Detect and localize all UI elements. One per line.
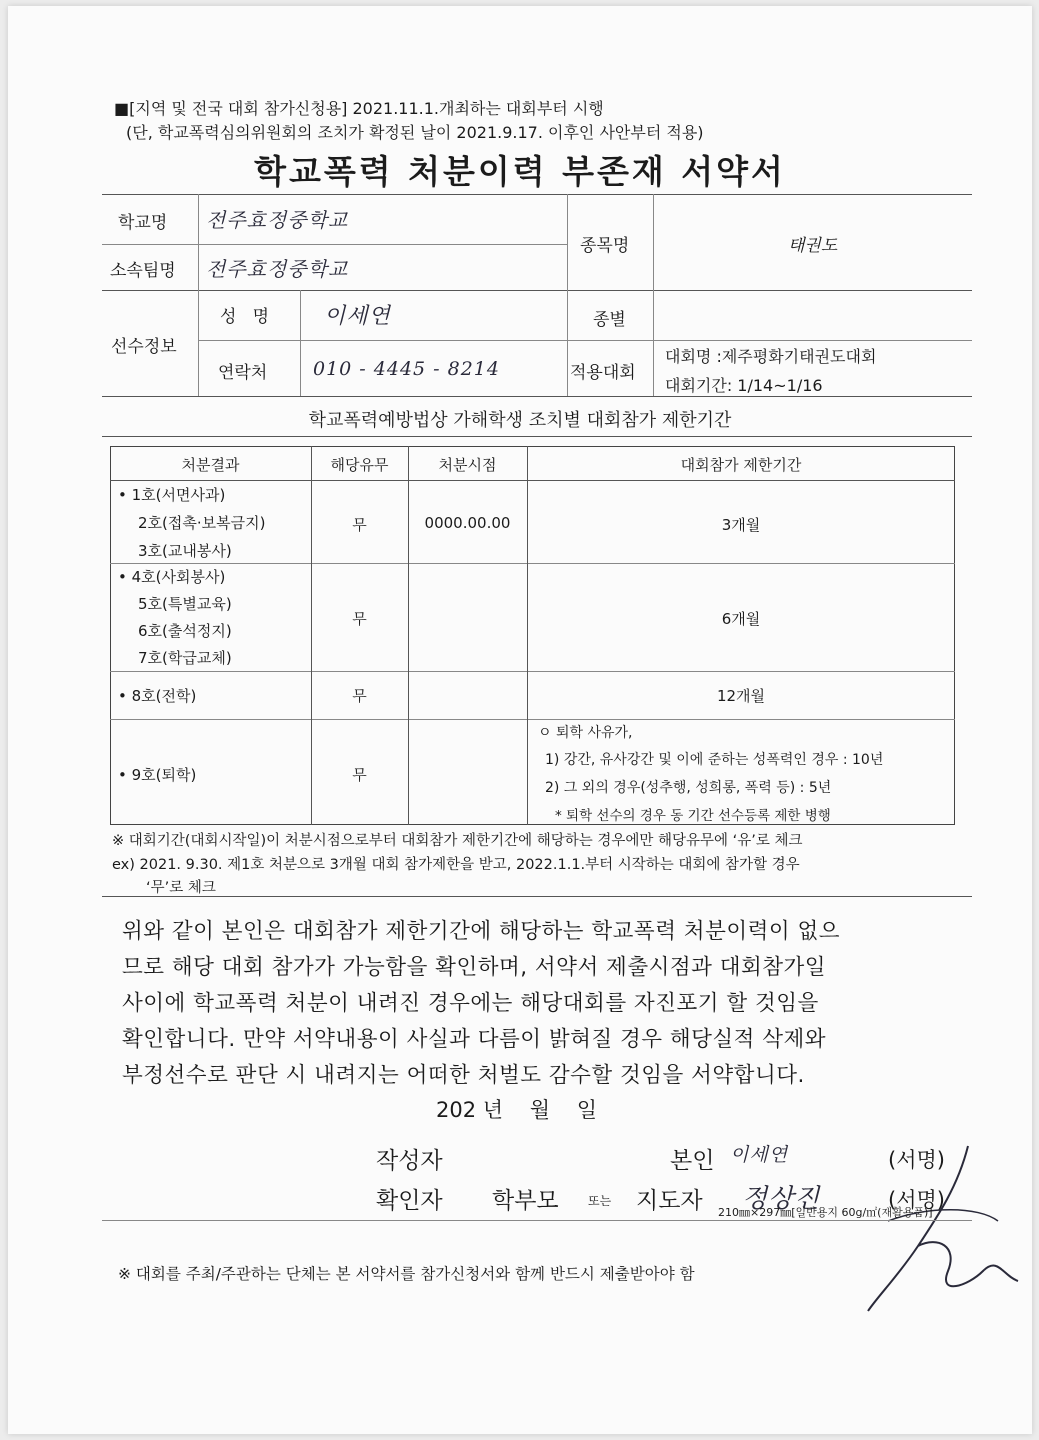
row2-item: 7호(학급교체) bbox=[138, 649, 232, 667]
row2-item: 5호(특별교육) bbox=[138, 595, 232, 613]
document-page bbox=[8, 6, 1032, 1434]
event-name: 대회명 :제주평화기태권도대회 bbox=[665, 347, 877, 366]
header-result: 처분결과 bbox=[181, 456, 240, 474]
player-info-label: 선수정보 bbox=[111, 337, 177, 357]
sign-label-1: (서명) bbox=[888, 1148, 945, 1172]
row4-has: 무 bbox=[352, 766, 367, 784]
name-label: 성 명 bbox=[220, 307, 270, 327]
pledge-line: 확인합니다. 만약 서약내용이 사실과 다름이 밝혀질 경우 해당실적 삭제와 bbox=[122, 1027, 827, 1052]
writer-label: 작성자 bbox=[376, 1148, 443, 1174]
pledge-line: 므로 해당 대회 참가가 가능함을 확인하며, 서약서 제출시점과 대회참가일 bbox=[122, 955, 827, 980]
gender-label: 종별 bbox=[593, 310, 626, 330]
row3-has: 무 bbox=[352, 687, 367, 705]
row2-period: 6개월 bbox=[721, 610, 761, 628]
rule bbox=[110, 480, 955, 481]
self-name: 이세연 bbox=[730, 1144, 789, 1166]
signature-scribble bbox=[768, 1126, 1028, 1326]
rule bbox=[300, 290, 301, 396]
sign-label-2: (서명) bbox=[888, 1188, 945, 1212]
sport-label: 종목명 bbox=[580, 236, 630, 256]
row4-period-line: 1) 강간, 유사강간 및 이에 준하는 성폭력인 경우 : 10년 bbox=[545, 752, 884, 768]
name-value: 이세연 bbox=[324, 304, 391, 329]
row4-period-line: ㅇ 퇴학 사유가, bbox=[538, 725, 633, 741]
team-label: 소속팀명 bbox=[110, 261, 176, 281]
rule bbox=[567, 194, 568, 396]
note-3: ‘무’로 체크 bbox=[146, 880, 216, 896]
rule bbox=[102, 290, 972, 291]
header-period: 대회참가 제한기간 bbox=[680, 456, 802, 474]
row2-item: • 4호(사회봉사) bbox=[118, 568, 226, 586]
header-line1: ■[지역 및 전국 대회 참가신청용] 2021.11.1.개최하는 대회부터 시행 bbox=[114, 99, 604, 118]
footer-note: ※ 대회를 주최/주관하는 단체는 본 서약서를 참가신청서와 함께 반드시 제출받아야 함 bbox=[118, 1265, 695, 1283]
date-line: 202 년 월 일 bbox=[436, 1098, 598, 1122]
parent-label: 학부모 bbox=[492, 1188, 559, 1214]
row1-item: • 1호(서면사과) bbox=[118, 486, 226, 504]
contact-label: 연락처 bbox=[218, 363, 268, 383]
row1-has: 무 bbox=[352, 516, 367, 534]
row2-item: 6호(출석정지) bbox=[138, 622, 232, 640]
row1-date: 0000.00.00 bbox=[424, 514, 511, 532]
document-title: 학교폭력 처분이력 부존재 서약서 bbox=[254, 152, 786, 191]
rule bbox=[102, 194, 972, 195]
or-label: 또는 bbox=[588, 1194, 612, 1208]
school-label: 학교명 bbox=[118, 213, 168, 233]
rule bbox=[102, 396, 972, 397]
row1-period: 3개월 bbox=[721, 516, 761, 534]
rule bbox=[110, 563, 955, 564]
rule bbox=[653, 194, 654, 396]
row4-period-line: 2) 그 외의 경우(성추행, 성희롱, 폭력 등) : 5년 bbox=[545, 780, 832, 796]
row4-item: • 9호(퇴학) bbox=[118, 766, 197, 784]
rule bbox=[102, 1220, 972, 1221]
header-date: 처분시점 bbox=[438, 456, 497, 474]
note-1: ※ 대회기간(대회시작일)이 처분시점으로부터 대회참가 제한기간에 해당하는 경우에만 해당유무에 ‘유’로 체크 bbox=[112, 833, 803, 849]
rule bbox=[408, 446, 409, 825]
rule bbox=[198, 340, 972, 341]
coach-label: 지도자 bbox=[636, 1188, 703, 1214]
rule bbox=[102, 244, 567, 245]
header-has: 해당유무 bbox=[330, 456, 389, 474]
paper-spec: 210㎜×297㎜[일반용지 60g/㎡(재활용품)] bbox=[718, 1206, 933, 1219]
row4-period-line: * 퇴학 선수의 경우 동 기간 선수등록 제한 병행 bbox=[555, 808, 831, 824]
rule bbox=[198, 194, 199, 396]
note-2: ex) 2021. 9.30. 제1호 처분으로 3개월 대회 참가제한을 받고, 2022.1.1.부터 시작하는 대회에 참가할 경우 bbox=[112, 857, 800, 873]
event-period: 대회기간: 1/14~1/16 bbox=[665, 376, 823, 395]
restriction-title: 학교폭력예방법상 가해학생 조치별 대회참가 제한기간 bbox=[308, 410, 732, 431]
rule bbox=[102, 436, 972, 437]
pledge-line: 위와 같이 본인은 대회참가 제한기간에 해당하는 학교폭력 처분이력이 없으 bbox=[122, 919, 841, 944]
self-label: 본인 bbox=[670, 1148, 715, 1174]
row3-item: • 8호(전학) bbox=[118, 687, 197, 705]
rule bbox=[110, 671, 955, 672]
contact-value: 010 - 4445 - 8214 bbox=[313, 358, 500, 380]
row1-item: 2호(접촉·보복금지) bbox=[138, 514, 266, 532]
row3-period: 12개월 bbox=[716, 687, 766, 705]
rule bbox=[110, 719, 955, 720]
pledge-line: 사이에 학교폭력 처분이 내려진 경우에는 해당대회를 자진포기 할 것임을 bbox=[122, 991, 819, 1016]
sport-value: 태권도 bbox=[788, 236, 838, 256]
rule bbox=[527, 446, 528, 825]
event-label: 적용대회 bbox=[570, 363, 636, 383]
row1-item: 3호(교내봉사) bbox=[138, 542, 232, 560]
pledge-line: 부정선수로 판단 시 내려지는 어떠한 처벌도 감수할 것임을 서약합니다. bbox=[122, 1063, 805, 1088]
header-line2: (단, 학교폭력심의위원회의 조치가 확정된 날이 2021.9.17. 이후인 사안부터 적용) bbox=[126, 123, 704, 142]
school-value: 전주효정중학교 bbox=[206, 208, 349, 232]
coach-name: 정상진 bbox=[742, 1184, 821, 1214]
rule bbox=[102, 896, 972, 897]
row2-has: 무 bbox=[352, 610, 367, 628]
confirmer-label: 확인자 bbox=[376, 1188, 443, 1214]
team-value: 전주효정중학교 bbox=[206, 257, 349, 281]
